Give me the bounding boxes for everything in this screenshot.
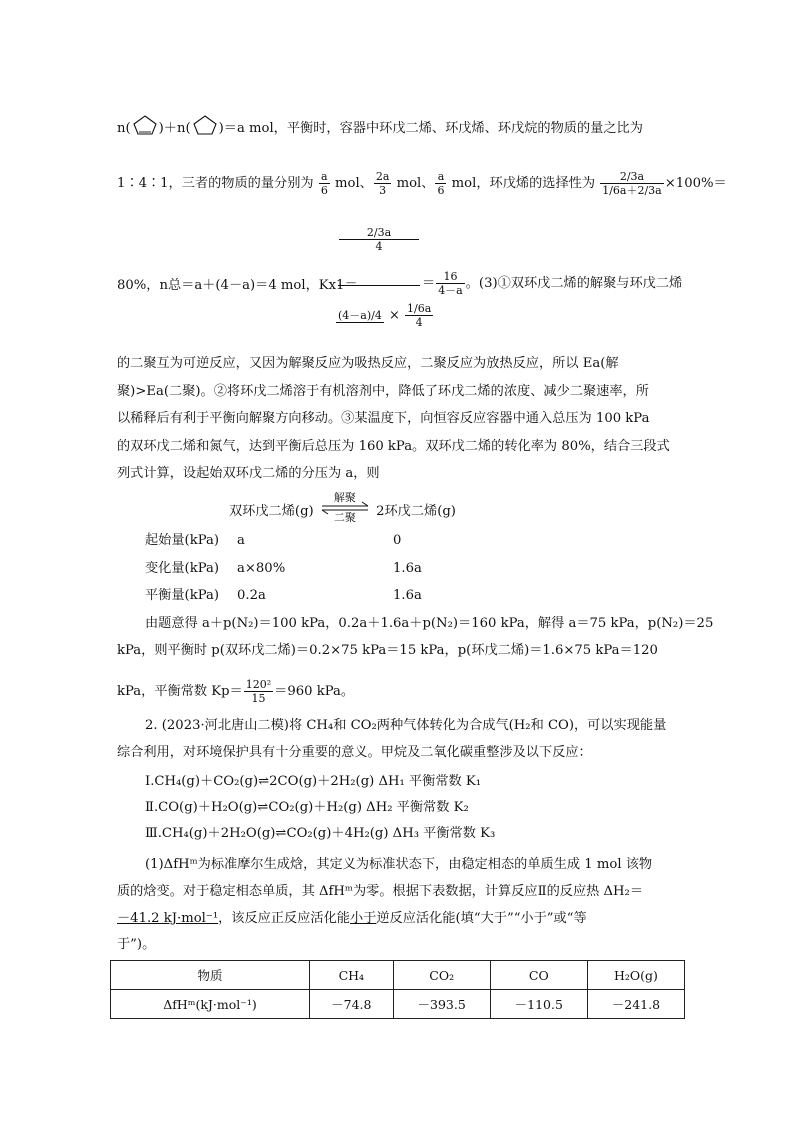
arrow-label-bottom: 二聚 [333,511,356,524]
fraction-16 [436,270,465,297]
k-denominator [335,302,434,329]
calc-line-1: 由题意得 a＋p(N₂)＝100 kPa，0.2a＋1.6a＋p(N₂)＝160 kPa，解得 a＝75 kPa，p(N₂)＝25 [145,616,714,631]
q1-line-1: (1)ΔfHᵐ为标准摩尔生成焓，其定义为标准状态下，由稳定相态的单质生成 1 mol 该物 [145,857,653,872]
stage-label: 起始量(kPa) [145,533,219,548]
frac-den: 4－a [438,284,463,297]
body-line-4: 的双环戊二烯和氮气，达到平衡后总压为 160 kPa。双环戊二烯的转化率为 80%，结合三段式 [117,439,670,454]
cyclopentane-pentagon-icon [191,114,219,141]
fraction-2a-3 [374,170,392,197]
kp-line [117,678,354,705]
table-cell: ΔfHᵐ(kJ·mol⁻¹) [111,990,310,1019]
stage-b: 1.6a [393,561,422,576]
stage-b: 0 [393,533,402,548]
body-line-5: 列式计算，设起始双环戊二烯的分压为 a，则 [117,466,380,481]
fraction-a-6b [435,170,446,197]
answer-activation: 小于 [350,911,377,926]
table-header-cell: CO [490,961,587,990]
line-p3 [117,278,358,294]
stage-a: a×80% [237,561,286,576]
reaction-i: Ⅰ.CH₄(g)＋CO₂(g)⇌2CO(g)＋2H₂(g) ΔH₁ 平衡常数 K₁ [145,774,482,789]
stage-a: a [237,533,245,548]
arrow-label-top: 解聚 [333,491,356,504]
k-den-left [336,309,384,323]
stage-b: 1.6a [393,588,422,603]
calc-line-2: kPa，则平衡时 p(双环戊二烯)＝0.2×75 kPa＝15 kPa，p(环戊二烯)＝1.6×75 kPa＝120 [117,643,658,658]
line-p1 [117,114,643,141]
stage-a: 0.2a [237,588,266,603]
table-cell: －393.5 [393,990,490,1019]
stage-row-2 [145,561,422,577]
reaction-right: 2环戊二烯(g) [376,504,456,519]
fraction-a-6 [319,170,330,197]
k-numerator [338,226,420,253]
text-amounts: 1∶4∶1，三者的物质的量分别为 [117,176,314,191]
text-ntotal: 80%，n总＝a＋(4－a)＝4 mol，Kx1＝ [117,278,358,293]
table-row [111,990,685,1019]
q1-line-3 [117,911,587,927]
frac-num: a [319,170,330,184]
kp-result: ＝960 kPa。 [274,684,355,699]
table-header-cell: 物质 [111,961,310,990]
table-header-row [111,961,685,990]
q2-line-1: 2. (2023·河北唐山二模)将 CH₄和 CO₂两种气体转化为合成气(H₂和 CO)，可以实现能量 [145,718,667,733]
frac-num: 2/3a [600,170,664,184]
stage-label: 平衡量(kPa) [145,588,219,603]
frac-den: 6 [320,184,328,197]
stage-row-3 [145,588,422,604]
frac-den: 6 [437,184,445,197]
body-line-1: 的二聚互为可逆反应，又因为解聚反应为吸热反应，二聚反应为放热反应，所以 Ea(解 [117,356,619,371]
q1-line-2: 质的焓变。对于稳定相态单质，其 ΔfHᵐ为零。根据下表数据，计算反应Ⅱ的反应热 ΔH₂＝ [117,884,644,899]
line-p3-result [422,270,682,297]
text-mol: mol、 [392,176,435,191]
equals-sign: ＝ [422,276,436,291]
stage-label: 变化量(kPa) [145,561,219,576]
frac-den: 3 [379,184,387,197]
text-q3: 。(3)①双环戊二烯的解聚与环戊二烯 [465,276,683,291]
frac-num: a [435,170,446,184]
table-cell: －74.8 [310,990,394,1019]
k-fraction-line [338,285,420,286]
text-ratio: )＝a mol，平衡时，容器中环戊二烯、环戊烯、环戊烷的物质的量之比为 [218,121,643,136]
answer-delta-h2: －41.2 kJ·mol⁻¹ [117,911,219,926]
k-num-frac [339,226,419,253]
k-den-right [405,302,433,329]
q1-mid-text: ，该反应正反应活化能 [218,911,350,926]
enthalpy-table [110,960,685,1019]
fraction-kp [244,678,273,705]
reaction-line [229,491,456,524]
text-percent: ×100%＝ [664,176,727,191]
table-cell: －241.8 [587,990,684,1019]
frac-den: 4 [415,316,423,329]
frac-num: 16 [436,270,465,284]
frac-num: 2a [375,170,390,183]
frac-num: 1/6a [407,302,432,315]
body-line-2: 聚)>Ea(二聚)。②将环戊二烯溶于有机溶剂中，降低了环戊二烯的浓度、减少二聚速率，所 [117,384,649,399]
reaction-left: 双环戊二烯(g) [229,504,314,519]
frac-num: (4－a)/4 [338,308,382,322]
body-line-3: 以稀释后有利于平衡向解聚方向移动。③某温度下，向恒容反应容器中通入总压为 100 kPa [117,411,650,426]
text-mol: mol、 [330,176,373,191]
frac-den: 1/6a＋2/3a [602,184,662,197]
reaction-iii: Ⅲ.CH₄(g)＋2H₂O(g)⇌CO₂(g)＋4H₂(g) ΔH₃ 平衡常数 K₃ [145,826,496,841]
fraction-selectivity [600,170,664,197]
text-selectivity: mol，环戊烯的选择性为 [447,176,596,191]
stage-row-1 [145,533,402,549]
kp-text: kPa，平衡常数 Kp＝ [117,684,243,699]
table-header-cell: CO₂ [393,961,490,990]
table-header-cell: H₂O(g) [587,961,684,990]
line-p2 [117,170,727,197]
text-mid: )＋n( [158,121,191,136]
table-header-cell: CH₄ [310,961,394,990]
text-n1: n( [117,121,131,136]
frac-den: 4 [375,240,383,253]
reaction-arrows [318,491,372,524]
frac-num: 120² [245,678,272,691]
reaction-ii: Ⅱ.CO(g)＋H₂O(g)⇌CO₂(g)＋H₂(g) ΔH₂ 平衡常数 K₂ [145,800,469,815]
q2-line-2: 综合利用，对环境保护具有十分重要的意义。甲烷及二氧化碳重整涉及以下反应： [117,745,592,760]
q1-line-4: 于”)。 [117,937,156,952]
frac-num: 2/3a [339,226,419,240]
table-cell: －110.5 [490,990,587,1019]
cyclopentene-pentagon-icon [131,114,159,141]
q1-end-text: 逆反应活化能(填“大于”“小于”或“等 [376,911,587,926]
frac-den: 15 [251,692,266,705]
times-sign: × [389,308,400,323]
